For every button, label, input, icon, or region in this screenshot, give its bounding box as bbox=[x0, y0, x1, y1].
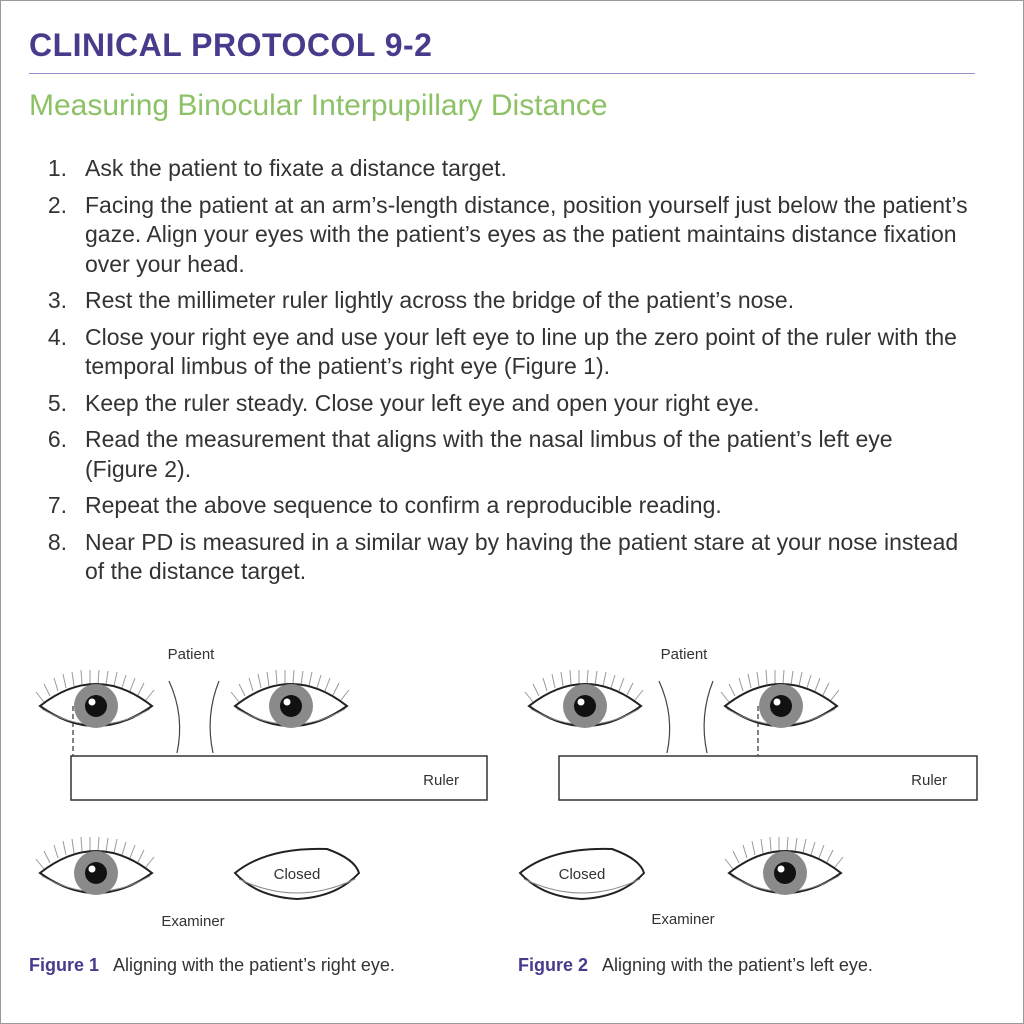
page-subtitle: Measuring Binocular Interpupillary Distance bbox=[29, 89, 608, 122]
examiner-label: Examiner bbox=[651, 911, 715, 928]
figure-1-caption bbox=[29, 955, 395, 976]
step-list bbox=[41, 154, 971, 594]
step-text: Ask the patient to fixate a distance target. bbox=[85, 155, 507, 181]
examiner-right-eye bbox=[725, 837, 843, 895]
closed-label: Closed bbox=[558, 866, 606, 883]
figure-1-label: Figure 1 bbox=[29, 955, 100, 975]
step-number: 5. bbox=[47, 389, 67, 416]
step-text: Rest the millimeter ruler lightly across the bridge of the patient’s nose. bbox=[85, 287, 795, 313]
closed-label: Closed bbox=[273, 866, 321, 883]
step-item bbox=[41, 191, 971, 280]
patient-right-eye bbox=[525, 670, 643, 728]
step-item bbox=[41, 389, 971, 419]
nose-line bbox=[169, 681, 180, 753]
figure-2 bbox=[520, 646, 977, 928]
step-number: 4. bbox=[47, 323, 67, 350]
figure-1-caption-text: Aligning with the patient’s right eye. bbox=[113, 955, 395, 975]
step-text: Repeat the above sequence to confirm a reproducible reading. bbox=[85, 492, 722, 518]
patient-left-eye bbox=[721, 670, 839, 728]
nose-line bbox=[659, 681, 670, 753]
step-item bbox=[41, 323, 971, 382]
step-number: 2. bbox=[47, 191, 67, 218]
nose-line bbox=[210, 681, 219, 753]
step-item bbox=[41, 286, 971, 316]
step-text: Near PD is measured in a similar way by having the patient stare at your nose instead of the distance target. bbox=[85, 528, 959, 584]
step-text: Facing the patient at an arm’s-length distance, position yourself just below the patient’s gaze. Align your eyes with the patient’s eyes as the patient maintains distance fixation over your head. bbox=[85, 191, 968, 277]
patient-left-eye bbox=[231, 670, 349, 728]
figure-1 bbox=[36, 646, 487, 930]
step-number: 6. bbox=[47, 426, 67, 452]
step-item bbox=[41, 491, 971, 521]
page-title: CLINICAL PROTOCOL 9-2 bbox=[29, 27, 433, 63]
step-number: 1. bbox=[47, 155, 67, 181]
step-item bbox=[41, 154, 971, 184]
ruler-label: Ruler bbox=[911, 772, 947, 789]
step-text: Keep the ruler steady. Close your left eye and open your right eye. bbox=[85, 389, 760, 416]
step-number: 7. bbox=[47, 492, 67, 518]
examiner-label: Examiner bbox=[161, 913, 225, 930]
step-item bbox=[41, 425, 971, 484]
step-number: 3. bbox=[47, 287, 67, 313]
step-item bbox=[41, 528, 971, 587]
figure-2-caption-text: Aligning with the patient’s left eye. bbox=[602, 955, 873, 975]
ruler-label: Ruler bbox=[423, 772, 459, 789]
step-text: Read the measurement that aligns with the nasal limbus of the patient’s left eye (Figure 2). bbox=[85, 426, 893, 482]
nose-line bbox=[704, 681, 713, 753]
title-divider bbox=[29, 73, 975, 74]
patient-right-eye bbox=[36, 670, 154, 728]
figure-2-caption bbox=[518, 955, 873, 976]
patient-label: Patient bbox=[660, 646, 708, 663]
patient-label: Patient bbox=[167, 646, 215, 663]
step-text: Close your right eye and use your left eye to line up the zero point of the ruler with the temporal limbus of the patient’s right eye (Figure 1). bbox=[85, 323, 957, 379]
figure-2-label: Figure 2 bbox=[518, 955, 589, 975]
step-number: 8. bbox=[47, 528, 67, 555]
examiner-left-eye bbox=[36, 837, 154, 895]
